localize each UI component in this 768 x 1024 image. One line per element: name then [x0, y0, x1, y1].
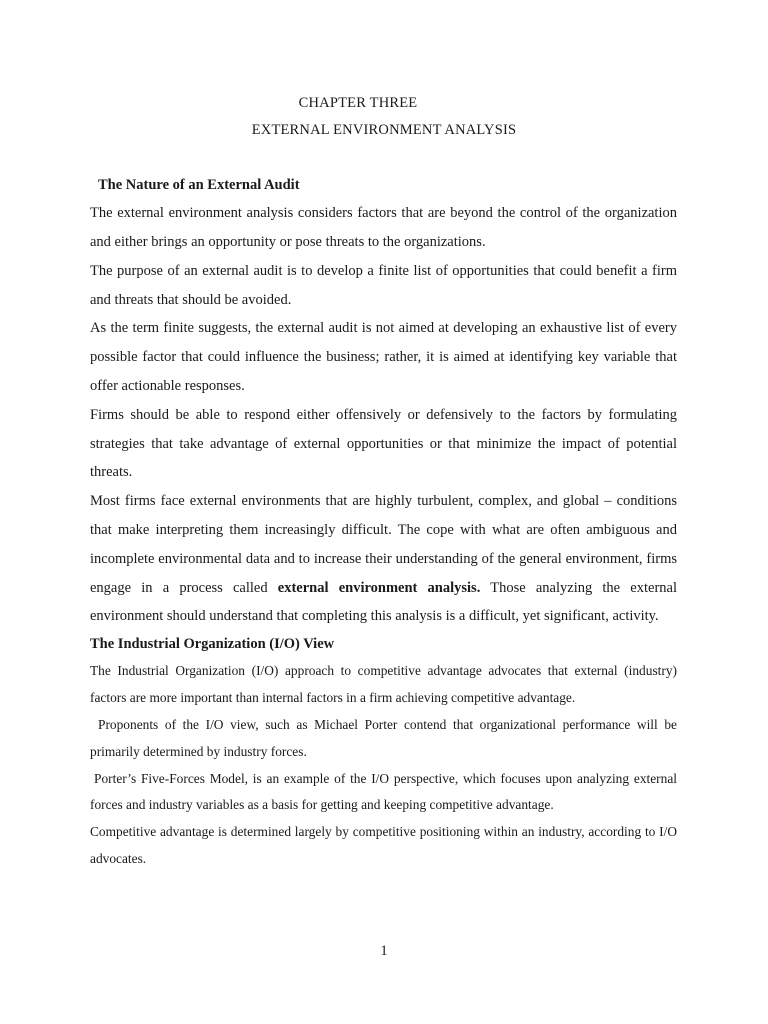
paragraph-6: The Industrial Organization (I/O) approach to competitive advantage advocates that external (industry) factors are more important than internal factors in a firm achieving competitive advantage.	[90, 663, 677, 706]
chapter-subtitle: EXTERNAL ENVIRONMENT ANALYSIS	[251, 122, 517, 138]
paragraph-7: Proponents of the I/O view, such as Michael Porter contend that organizational performance will be primarily determined by industry forces.	[90, 716, 677, 759]
section-heading-external-audit: The Nature of an External Audit	[98, 177, 300, 193]
document-body	[90, 172, 677, 873]
paragraph-5-text-start: Most firms face external environments that are highly turbulent, complex, and global – conditions that make interpreting them increasingly difficult. The cope with what are often ambiguous and incomplete environmental data and to increase their understanding of the general environment, firms engage in a process called	[90, 493, 677, 596]
paragraph-5-bold-term: external environment analysis.	[277, 579, 481, 596]
paragraph-5-text-end: Those analyzing the external environment should understand that completing this analysis is a difficult, yet significant, activity.	[90, 579, 677, 625]
section-heading-io-view: The Industrial Organization (I/O) View	[90, 636, 335, 653]
paragraph-1: The external environment analysis considers factors that are beyond the control of the organization and either brings an opportunity or pose threats to the organizations.	[90, 205, 677, 250]
chapter-title: CHAPTER THREE	[298, 95, 418, 111]
paragraph-2: The purpose of an external audit is to develop a finite list of opportunities that could benefit a firm and threats that should be avoided.	[90, 262, 677, 308]
paragraph-3: As the term finite suggests, the external audit is not aimed at developing an exhaustive list of every possible factor that could influence the business; rather, it is aimed at identifying key variable that offer actionable responses.	[90, 320, 677, 394]
paragraph-8: Porter’s Five-Forces Model, is an example of the I/O perspective, which focuses upon analyzing external forces and industry variables as a basis for getting and keeping competitive advantage.	[90, 770, 677, 813]
page-number: 1	[380, 943, 388, 959]
paragraph-4: Firms should be able to respond either offensively or defensively to the factors by formulating strategies that take advantage of external opportunities or that minimize the impact of potential threats.	[90, 406, 677, 481]
paragraph-9: Competitive advantage is determined largely by competitive positioning within an industry, according to I/O advocates.	[90, 824, 677, 866]
paragraph-5	[90, 487, 677, 631]
